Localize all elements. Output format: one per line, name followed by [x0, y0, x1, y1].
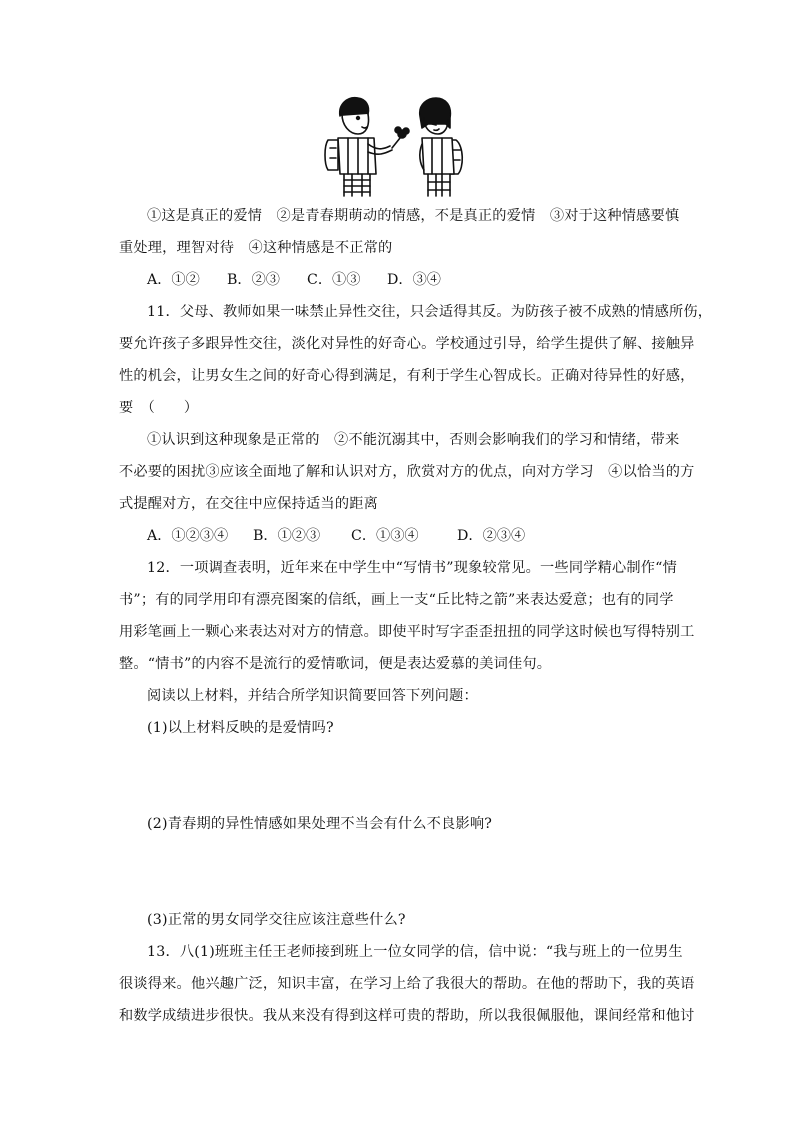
option-c[interactable]: C．①③④ [351, 528, 419, 544]
q12-material-line: 整。“情书”的内容不是流行的爱情歌词，便是表达爱慕的美词佳句。 [119, 656, 552, 672]
q11-question-line: 要 （ ） [119, 400, 199, 416]
q12-sub-question-3: (3)正常的男女同学交往应该注意些什么? [147, 912, 406, 928]
option-a[interactable]: A．①②③④ [147, 528, 229, 544]
q12-material-line: 书”；有的同学用印有漂亮图案的信纸，画上一支“丘比特之箭”来表达爱意；也有的同学 [119, 592, 674, 608]
option-b[interactable]: B．①②③ [253, 528, 321, 544]
option-a[interactable]: A．①② [147, 272, 200, 288]
q10-statement-line: 重处理，理智对待 ④这种情感是不正常的 [119, 240, 393, 256]
q11-statement-line: ①认识到这种现象是正常的 ②不能沉溺其中，否则会影响我们的学习和情绪，带来 [147, 432, 680, 448]
q11-options [147, 526, 547, 546]
q12-material-line: 12．一项调查表明，近年来在中学生中“写情书”现象较常见。一些同学精心制作“情 [147, 560, 677, 576]
q11-question-line: 要允许孩子多跟异性交往，淡化对异性的好奇心。学校通过引导，给学生提供了解、接触异 [119, 336, 695, 352]
q13-question-line: 很谈得来。他兴趣广泛，知识丰富，在学习上给了我很大的帮助。在他的帮助下，我的英语 [119, 976, 695, 992]
q13-question-line: 和数学成绩进步很快。我从来没有得到这样可贵的帮助，所以我很佩服他，课间经常和他讨 [119, 1008, 695, 1024]
option-d[interactable]: D．②③④ [457, 528, 526, 544]
q12-prompt: 阅读以上材料，并结合所学知识简要回答下列问题： [147, 688, 478, 704]
q12-sub-question-1: (1)以上材料反映的是爱情吗? [147, 720, 334, 736]
option-b[interactable]: B．②③ [227, 272, 280, 288]
boy-offering-flower-illustration [318, 94, 478, 200]
option-d[interactable]: D．③④ [387, 272, 441, 288]
q10-statement-line: ①这是真正的爱情 ②是青春期萌动的情感，不是真正的爱情 ③对于这种情感要慎 [147, 208, 680, 224]
q10-options [147, 270, 467, 290]
q11-statement-line: 不必要的困扰③应该全面地了解和认识对方，欣赏对方的优点，向对方学习 ④以恰当的方 [119, 464, 695, 480]
q12-material-line: 用彩笔画上一颗心来表达对对方的情意。即使平时写字歪歪扭扭的同学这时候也写得特别工 [119, 624, 695, 640]
q11-question-line: 11．父母、教师如果一味禁止异性交往，只会适得其反。为防孩子被不成熟的情感所伤， [147, 304, 713, 320]
q11-statement-line: 式提醒对方，在交往中应保持适当的距离 [119, 496, 378, 512]
q13-question-line: 13．八(1)班班主任王老师接到班上一位女同学的信，信中说：“我与班上的一位男生 [147, 944, 683, 960]
option-c[interactable]: C．①③ [307, 272, 361, 288]
q11-question-line: 性的机会，让男女生之间的好奇心得到满足，有利于学生心智成长。正确对待异性的好感， [119, 368, 695, 384]
q12-sub-question-2: (2)青春期的异性情感如果处理不当会有什么不良影响? [147, 816, 493, 832]
